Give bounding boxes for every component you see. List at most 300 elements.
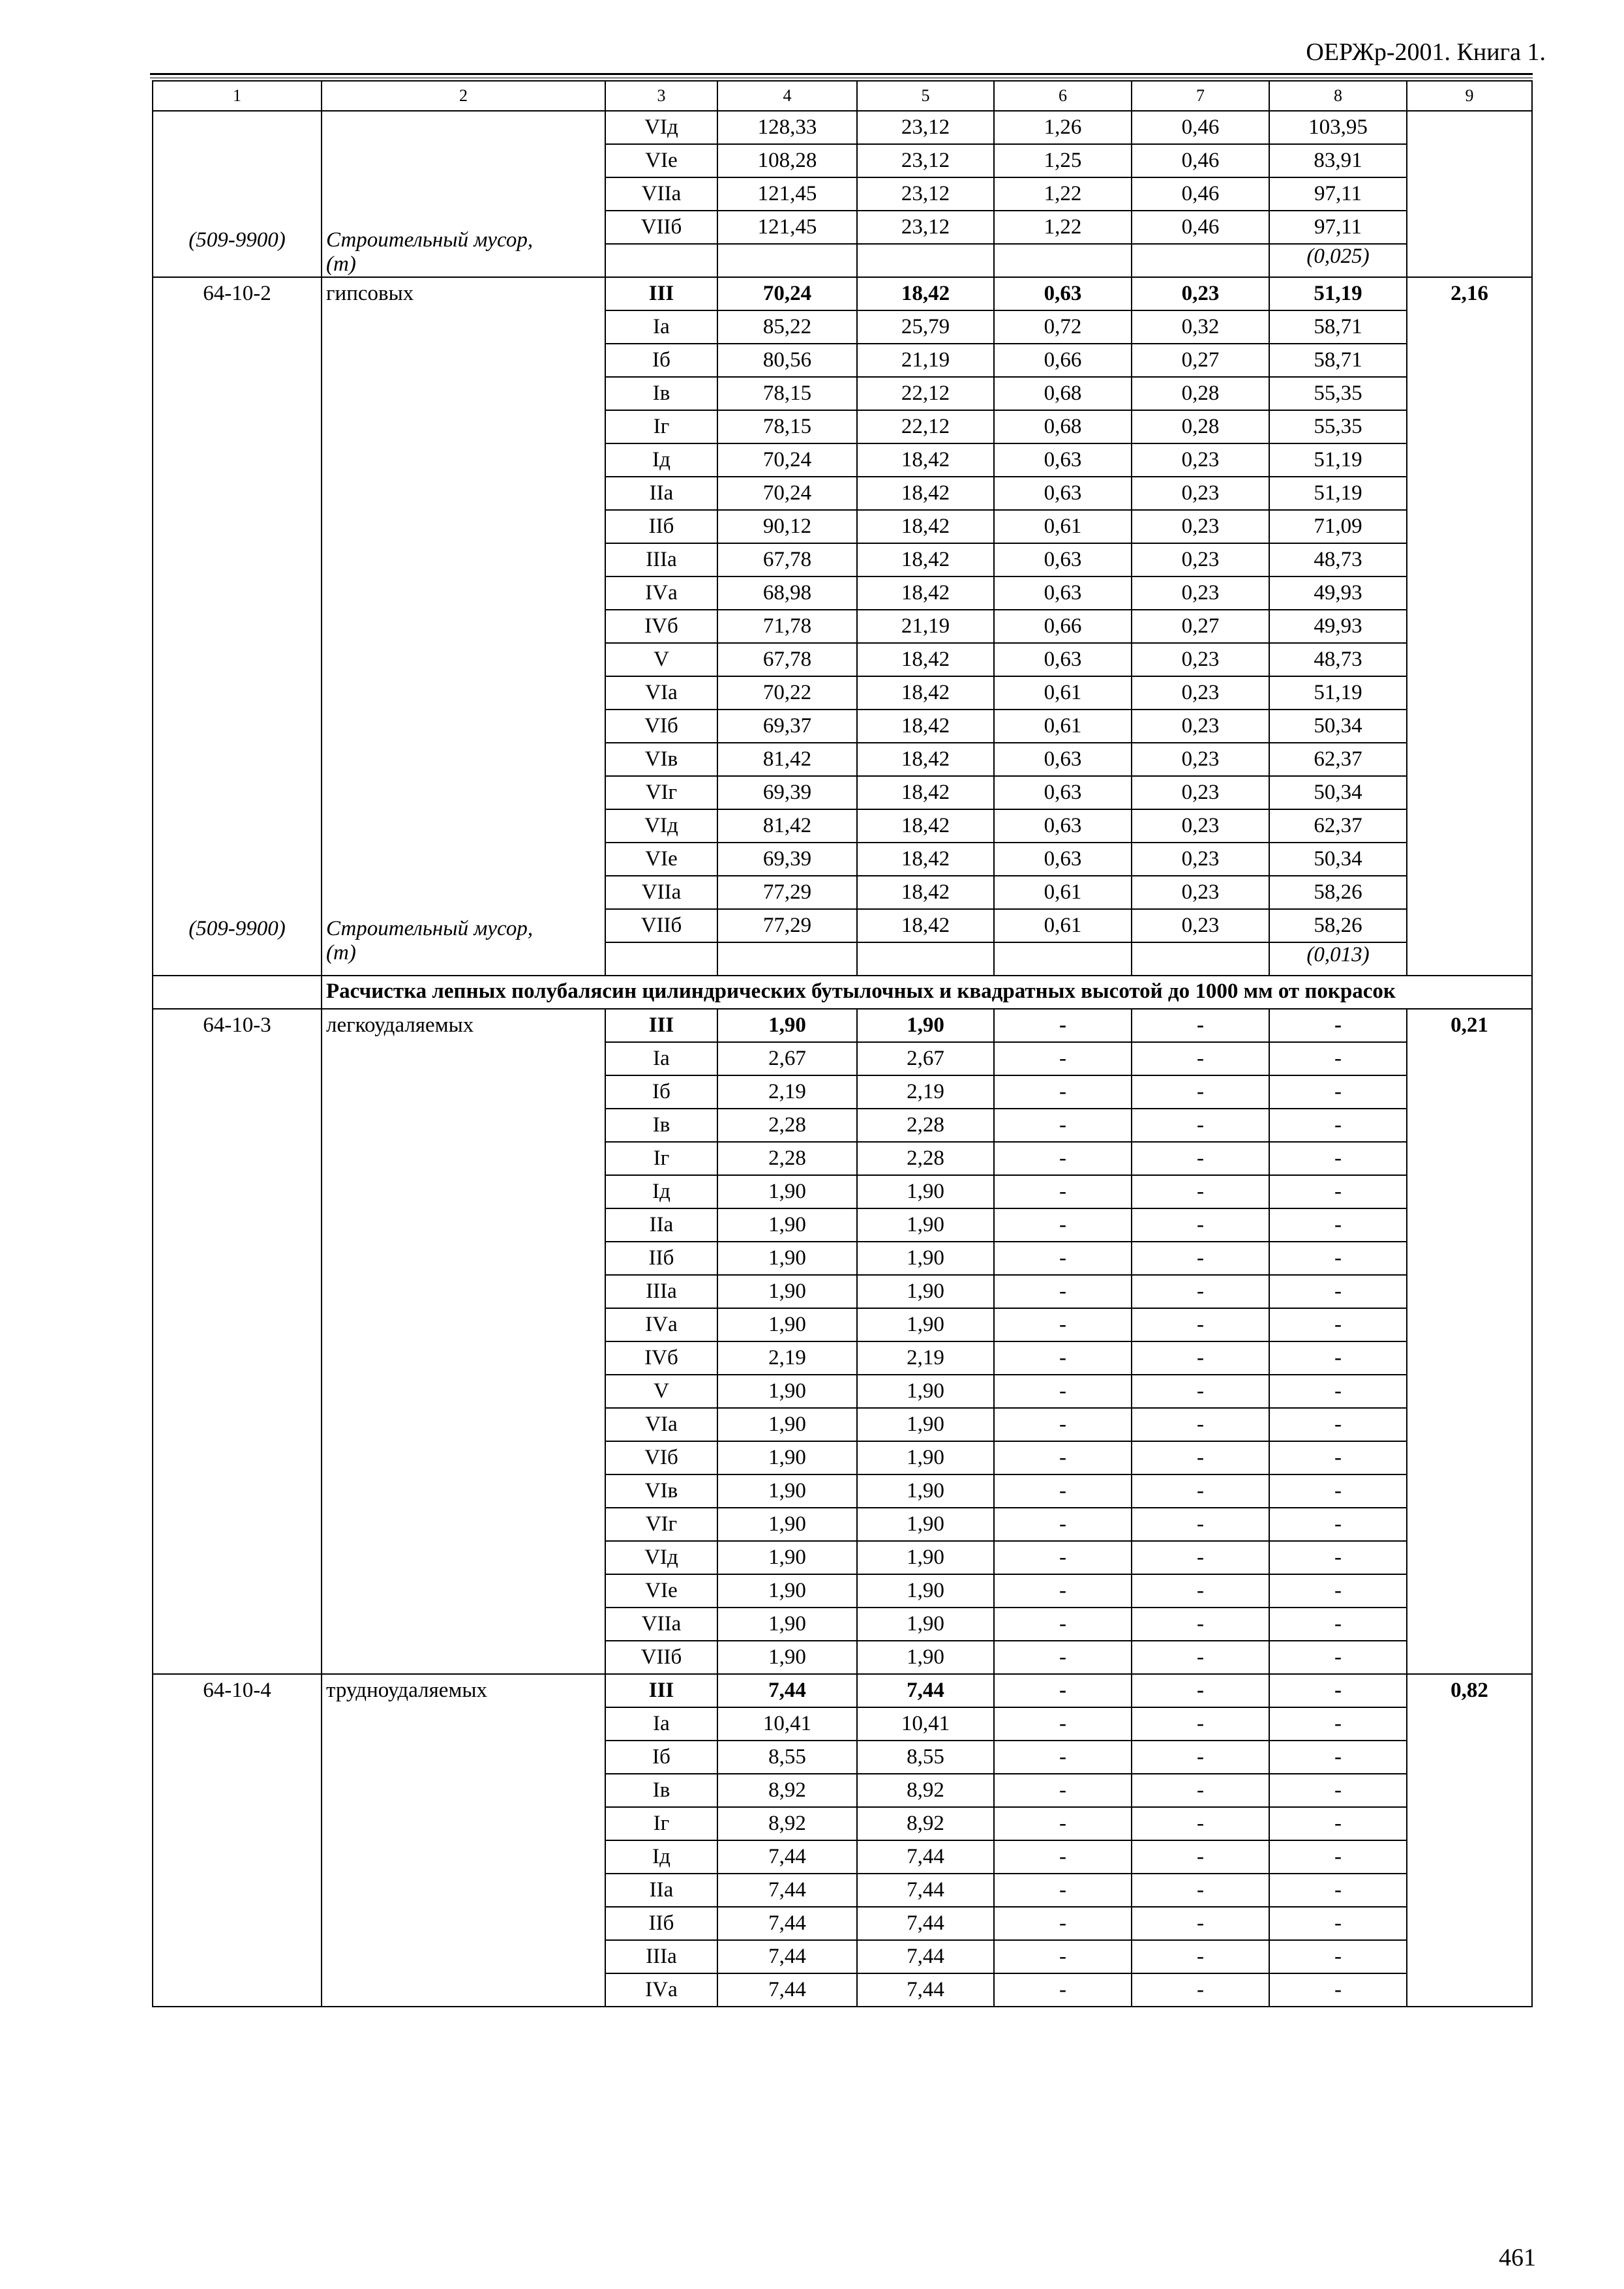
value-cell: - — [994, 1109, 1132, 1142]
value-cell: - — [994, 1075, 1132, 1109]
value-cell: 1,90 — [857, 1009, 994, 1042]
value-cell: 70,22 — [717, 676, 857, 710]
value-cell: 70,24 — [717, 443, 857, 477]
value-cell: 58,26 — [1269, 909, 1407, 942]
empty-cell — [605, 244, 717, 277]
value-cell: 0,32 — [1132, 310, 1269, 344]
value-cell: - — [994, 1774, 1132, 1807]
zone-cell: Iд — [605, 1175, 717, 1208]
value-cell: 7,44 — [717, 1874, 857, 1907]
value-cell: 0,61 — [994, 876, 1132, 909]
zone-cell: IVб — [605, 1341, 717, 1375]
value-cell: - — [1269, 1508, 1407, 1541]
zone-cell: III — [605, 1009, 717, 1042]
zone-cell: Iв — [605, 1774, 717, 1807]
table-row — [153, 111, 1532, 144]
empty-cell — [857, 942, 994, 976]
value-cell: 51,19 — [1269, 477, 1407, 510]
value-cell: - — [1269, 1874, 1407, 1907]
column-number: 5 — [857, 81, 994, 111]
value-cell: 0,28 — [1132, 377, 1269, 410]
value-cell: 8,92 — [857, 1774, 994, 1807]
value-cell: - — [1269, 1075, 1407, 1109]
value-cell: 48,73 — [1269, 643, 1407, 676]
value-cell: - — [994, 1741, 1132, 1774]
value-cell: 69,39 — [717, 776, 857, 809]
value-cell: - — [1132, 1474, 1269, 1508]
value-cell: 23,12 — [857, 111, 994, 144]
zone-cell: III — [605, 277, 717, 310]
column-number: 6 — [994, 81, 1132, 111]
value-cell: 50,34 — [1269, 710, 1407, 743]
value-cell: - — [994, 1042, 1132, 1075]
value-cell: 2,28 — [857, 1109, 994, 1142]
value-cell: - — [1132, 1142, 1269, 1175]
value-cell: - — [1132, 1774, 1269, 1807]
value-cell: - — [994, 1608, 1132, 1641]
value-cell: - — [1132, 1541, 1269, 1574]
zone-cell: Iг — [605, 1807, 717, 1840]
value-cell: 78,15 — [717, 410, 857, 443]
value-cell: 1,90 — [857, 1474, 994, 1508]
value-cell: 1,90 — [857, 1608, 994, 1641]
value-cell: 1,26 — [994, 111, 1132, 144]
table-row — [153, 277, 1532, 310]
value-cell: 81,42 — [717, 743, 857, 776]
empty-cell — [994, 244, 1132, 277]
zone-cell: VIа — [605, 676, 717, 710]
value-cell: - — [1132, 1341, 1269, 1375]
value-cell: 2,67 — [717, 1042, 857, 1075]
value-cell: - — [1269, 1674, 1407, 1707]
code-cell: 64-10-4 — [153, 1674, 322, 2007]
name-cell — [322, 111, 605, 277]
zone-cell: Iб — [605, 344, 717, 377]
value-cell: 0,23 — [1132, 576, 1269, 610]
value-cell: - — [1269, 1042, 1407, 1075]
value-cell: 1,25 — [994, 144, 1132, 177]
value-cell: - — [994, 1541, 1132, 1574]
column-number: 1 — [153, 81, 322, 111]
value-cell: 7,44 — [857, 1840, 994, 1874]
zone-cell: Iг — [605, 410, 717, 443]
value-cell: - — [1269, 1208, 1407, 1242]
value-cell: 18,42 — [857, 477, 994, 510]
zone-cell: IIа — [605, 1874, 717, 1907]
column-number: 8 — [1269, 81, 1407, 111]
value-cell: - — [1269, 1441, 1407, 1474]
value-cell: 2,19 — [717, 1075, 857, 1109]
zone-cell: III — [605, 1674, 717, 1707]
zone-cell: VIд — [605, 1541, 717, 1574]
zone-cell: VIIа — [605, 177, 717, 211]
value-cell: - — [1132, 1042, 1269, 1075]
empty-cell — [605, 942, 717, 976]
value-cell: - — [1269, 1840, 1407, 1874]
value-cell: 58,71 — [1269, 344, 1407, 377]
value-cell: 7,44 — [717, 1973, 857, 2007]
value-cell: - — [1132, 1009, 1269, 1042]
zone-cell: VIд — [605, 111, 717, 144]
zone-cell: VIе — [605, 843, 717, 876]
value-cell: 0,63 — [994, 277, 1132, 310]
value-cell: - — [1269, 1774, 1407, 1807]
zone-cell: IVб — [605, 610, 717, 643]
value-cell: 0,61 — [994, 676, 1132, 710]
debris-code: (509-9900) — [188, 917, 286, 940]
value-cell: 0,27 — [1132, 344, 1269, 377]
value-cell: 0,28 — [1132, 410, 1269, 443]
zone-cell: IIа — [605, 1208, 717, 1242]
value-cell: 1,90 — [717, 1009, 857, 1042]
value-cell: - — [1132, 1508, 1269, 1541]
value-cell: 0,46 — [1132, 177, 1269, 211]
value-cell: - — [1269, 1707, 1407, 1741]
value-cell: - — [994, 1940, 1132, 1973]
value-cell: 0,23 — [1132, 809, 1269, 843]
value-cell: 8,92 — [717, 1807, 857, 1840]
value-cell: 23,12 — [857, 177, 994, 211]
value-cell: 55,35 — [1269, 377, 1407, 410]
value-cell: 71,78 — [717, 610, 857, 643]
value-cell: 18,42 — [857, 876, 994, 909]
value-cell: - — [994, 1641, 1132, 1674]
value-cell: 58,26 — [1269, 876, 1407, 909]
value-cell: 2,28 — [717, 1142, 857, 1175]
zone-cell: VIг — [605, 776, 717, 809]
name-cell: легкоудаляемых — [322, 1009, 605, 1674]
value-cell: 1,22 — [994, 177, 1132, 211]
value-cell: - — [994, 1175, 1132, 1208]
value-cell: 18,42 — [857, 809, 994, 843]
value-cell: 1,90 — [857, 1508, 994, 1541]
value-cell: 1,90 — [857, 1408, 994, 1441]
empty-cell — [994, 942, 1132, 976]
zone-cell: VIIб — [605, 211, 717, 244]
zone-cell: IVа — [605, 576, 717, 610]
zone-cell: VIIб — [605, 1641, 717, 1674]
value-cell: - — [1132, 1375, 1269, 1408]
zone-cell: Iг — [605, 1142, 717, 1175]
value-cell: 8,55 — [857, 1741, 994, 1774]
value-cell: 108,28 — [717, 144, 857, 177]
value-cell: - — [994, 1441, 1132, 1474]
value-cell: 1,90 — [857, 1574, 994, 1608]
value-cell: 18,42 — [857, 843, 994, 876]
zone-cell: Iв — [605, 377, 717, 410]
zone-cell: V — [605, 1375, 717, 1408]
value-cell: 8,92 — [857, 1807, 994, 1840]
value-cell: 85,22 — [717, 310, 857, 344]
value-cell: 1,90 — [717, 1408, 857, 1441]
value-cell: 0,63 — [994, 776, 1132, 809]
value-cell: 2,67 — [857, 1042, 994, 1075]
value-cell: 2,19 — [857, 1075, 994, 1109]
value-cell: 1,90 — [717, 1441, 857, 1474]
value-cell: 7,44 — [717, 1840, 857, 1874]
value-cell: 22,12 — [857, 377, 994, 410]
value-cell: 97,11 — [1269, 211, 1407, 244]
debris-name: Строительный мусор, — [326, 228, 534, 252]
value-cell: - — [1269, 1641, 1407, 1674]
value-cell: 68,98 — [717, 576, 857, 610]
value-cell: - — [1132, 1308, 1269, 1341]
value-cell: 67,78 — [717, 543, 857, 576]
value-cell: - — [1132, 1707, 1269, 1741]
value-cell: 103,95 — [1269, 111, 1407, 144]
col9-cell: 0,82 — [1407, 1674, 1532, 2007]
value-cell: - — [994, 1574, 1132, 1608]
value-cell: 90,12 — [717, 510, 857, 543]
value-cell: - — [1132, 1940, 1269, 1973]
value-cell: 1,90 — [717, 1175, 857, 1208]
value-cell: - — [1269, 1907, 1407, 1940]
value-cell: 1,90 — [717, 1608, 857, 1641]
value-cell: - — [994, 1874, 1132, 1907]
zone-cell: Iв — [605, 1109, 717, 1142]
value-cell: - — [1269, 1142, 1407, 1175]
column-number: 4 — [717, 81, 857, 111]
zone-cell: VIе — [605, 144, 717, 177]
table-row — [153, 1674, 1532, 1707]
value-cell: 49,93 — [1269, 576, 1407, 610]
value-cell: 1,90 — [717, 1641, 857, 1674]
value-cell: - — [1132, 1907, 1269, 1940]
value-cell: 0,27 — [1132, 610, 1269, 643]
empty-cell — [1132, 942, 1269, 976]
empty-cell — [717, 244, 857, 277]
value-cell: 10,41 — [717, 1707, 857, 1741]
code-cell: 64-10-3 — [153, 1009, 322, 1674]
value-cell: 77,29 — [717, 876, 857, 909]
value-cell: 70,24 — [717, 477, 857, 510]
value-cell: - — [1132, 1408, 1269, 1441]
value-cell: 2,28 — [717, 1109, 857, 1142]
zone-cell: IVа — [605, 1308, 717, 1341]
value-cell: 51,19 — [1269, 443, 1407, 477]
value-cell: 7,44 — [857, 1973, 994, 2007]
value-cell: 128,33 — [717, 111, 857, 144]
value-cell: 23,12 — [857, 211, 994, 244]
zone-cell: IIIа — [605, 1275, 717, 1308]
value-cell: 97,11 — [1269, 177, 1407, 211]
value-cell: - — [1132, 1641, 1269, 1674]
name-cell: трудноудаляемых — [322, 1674, 605, 2007]
work-name: гипсовых — [326, 282, 414, 305]
code-cell — [153, 277, 322, 976]
zone-cell: VIIа — [605, 1608, 717, 1641]
value-cell: - — [994, 1474, 1132, 1508]
value-cell: 1,90 — [857, 1375, 994, 1408]
zone-cell: IIб — [605, 510, 717, 543]
value-cell: 0,23 — [1132, 743, 1269, 776]
value-cell: 0,63 — [994, 843, 1132, 876]
value-cell: - — [994, 1707, 1132, 1741]
value-cell: 7,44 — [717, 1907, 857, 1940]
value-cell: 1,90 — [717, 1541, 857, 1574]
value-cell: 0,23 — [1132, 443, 1269, 477]
value-cell: - — [994, 1907, 1132, 1940]
value-cell: - — [1269, 1574, 1407, 1608]
value-cell: 1,90 — [857, 1441, 994, 1474]
value-cell: 50,34 — [1269, 843, 1407, 876]
value-cell: - — [1132, 1741, 1269, 1774]
debris-unit: (т) — [326, 252, 356, 276]
zone-cell: VIа — [605, 1408, 717, 1441]
value-cell: - — [1132, 1175, 1269, 1208]
value-cell: - — [994, 1341, 1132, 1375]
zone-cell: V — [605, 643, 717, 676]
empty-cell — [1132, 244, 1269, 277]
col9-cell: 0,21 — [1407, 1009, 1532, 1674]
value-cell: - — [994, 1275, 1132, 1308]
rate-code: 64-10-2 — [203, 282, 271, 305]
zone-cell: IIа — [605, 477, 717, 510]
value-cell: - — [1269, 1341, 1407, 1375]
value-cell: 8,92 — [717, 1774, 857, 1807]
value-cell: 83,91 — [1269, 144, 1407, 177]
value-cell: 21,19 — [857, 610, 994, 643]
value-cell: - — [1269, 1741, 1407, 1774]
value-cell: 0,68 — [994, 410, 1132, 443]
zone-cell: Iд — [605, 443, 717, 477]
value-cell: 18,42 — [857, 510, 994, 543]
value-cell: 81,42 — [717, 809, 857, 843]
value-cell: 0,23 — [1132, 909, 1269, 942]
value-cell: - — [1269, 1109, 1407, 1142]
value-cell: 0,23 — [1132, 843, 1269, 876]
zone-cell: VIб — [605, 710, 717, 743]
value-cell: 23,12 — [857, 144, 994, 177]
debris-name: Строительный мусор, — [326, 917, 534, 940]
value-cell: 1,22 — [994, 211, 1132, 244]
debris-unit: (т) — [326, 941, 356, 965]
value-cell: 1,90 — [717, 1275, 857, 1308]
value-cell: 2,28 — [857, 1142, 994, 1175]
value-cell: - — [994, 1840, 1132, 1874]
value-cell: 2,19 — [857, 1341, 994, 1375]
value-cell: - — [994, 1142, 1132, 1175]
value-cell: 62,37 — [1269, 743, 1407, 776]
value-cell: 18,42 — [857, 543, 994, 576]
zone-cell: Iа — [605, 1707, 717, 1741]
column-number: 3 — [605, 81, 717, 111]
debris-value: (0,025) — [1269, 244, 1407, 277]
value-cell: - — [1132, 1973, 1269, 2007]
column-number: 2 — [322, 81, 605, 111]
zone-cell: Iб — [605, 1075, 717, 1109]
value-cell: - — [1132, 1608, 1269, 1641]
value-cell: 0,63 — [994, 443, 1132, 477]
value-cell: 18,42 — [857, 909, 994, 942]
page-number: 461 — [1499, 2244, 1536, 2271]
value-cell: - — [994, 1408, 1132, 1441]
value-cell: 0,61 — [994, 710, 1132, 743]
value-cell: 0,23 — [1132, 676, 1269, 710]
value-cell: 18,42 — [857, 776, 994, 809]
value-cell: 18,42 — [857, 676, 994, 710]
value-cell: - — [1269, 1242, 1407, 1275]
zone-cell: IIIа — [605, 1940, 717, 1973]
zone-cell: Iа — [605, 1042, 717, 1075]
table-row — [153, 1009, 1532, 1042]
value-cell: 22,12 — [857, 410, 994, 443]
zone-cell: VIв — [605, 743, 717, 776]
value-cell: 8,55 — [717, 1741, 857, 1774]
value-cell: 1,90 — [717, 1208, 857, 1242]
value-cell: 77,29 — [717, 909, 857, 942]
zone-cell: Iб — [605, 1741, 717, 1774]
value-cell: 121,45 — [717, 211, 857, 244]
code-cell — [153, 111, 322, 277]
value-cell: 0,23 — [1132, 876, 1269, 909]
col9-cell — [1407, 111, 1532, 277]
value-cell: 1,90 — [857, 1242, 994, 1275]
value-cell: 1,90 — [717, 1375, 857, 1408]
value-cell: - — [1269, 1474, 1407, 1508]
zone-cell: VIд — [605, 809, 717, 843]
value-cell: - — [1132, 1208, 1269, 1242]
value-cell: 51,19 — [1269, 277, 1407, 310]
value-cell: - — [1132, 1109, 1269, 1142]
value-cell: 18,42 — [857, 643, 994, 676]
name-cell — [322, 277, 605, 976]
section-title-row — [153, 976, 1532, 1009]
value-cell: - — [994, 1508, 1132, 1541]
value-cell: 48,73 — [1269, 543, 1407, 576]
value-cell: 0,46 — [1132, 144, 1269, 177]
header-rule-thick — [150, 73, 1533, 75]
value-cell: 0,63 — [994, 809, 1132, 843]
value-cell: 0,66 — [994, 610, 1132, 643]
value-cell: - — [994, 1375, 1132, 1408]
value-cell: 121,45 — [717, 177, 857, 211]
value-cell: - — [994, 1308, 1132, 1341]
value-cell: 0,61 — [994, 909, 1132, 942]
value-cell: 0,23 — [1132, 710, 1269, 743]
column-number: 7 — [1132, 81, 1269, 111]
zone-cell: IIб — [605, 1242, 717, 1275]
value-cell: 7,44 — [857, 1907, 994, 1940]
value-cell: 50,34 — [1269, 776, 1407, 809]
value-cell: - — [1269, 1973, 1407, 2007]
value-cell: 0,46 — [1132, 211, 1269, 244]
empty-cell — [717, 942, 857, 976]
value-cell: 25,79 — [857, 310, 994, 344]
value-cell: 1,90 — [857, 1641, 994, 1674]
value-cell: 58,71 — [1269, 310, 1407, 344]
zone-cell: VIе — [605, 1574, 717, 1608]
col9-cell: 2,16 — [1407, 277, 1532, 976]
debris-code: (509-9900) — [188, 228, 286, 252]
column-number: 9 — [1407, 81, 1532, 111]
page-header-title: ОЕРЖр-2001. Книга 1. — [1306, 38, 1546, 66]
value-cell: - — [1132, 1840, 1269, 1874]
value-cell: 18,42 — [857, 743, 994, 776]
value-cell: 69,39 — [717, 843, 857, 876]
value-cell: 1,90 — [857, 1208, 994, 1242]
value-cell: 70,24 — [717, 277, 857, 310]
value-cell: 21,19 — [857, 344, 994, 377]
value-cell: 18,42 — [857, 443, 994, 477]
value-cell: 1,90 — [717, 1474, 857, 1508]
value-cell: - — [1269, 1375, 1407, 1408]
value-cell: 0,66 — [994, 344, 1132, 377]
zone-cell: Iд — [605, 1840, 717, 1874]
value-cell: 0,61 — [994, 510, 1132, 543]
zone-cell: VIIа — [605, 876, 717, 909]
value-cell: 0,23 — [1132, 477, 1269, 510]
